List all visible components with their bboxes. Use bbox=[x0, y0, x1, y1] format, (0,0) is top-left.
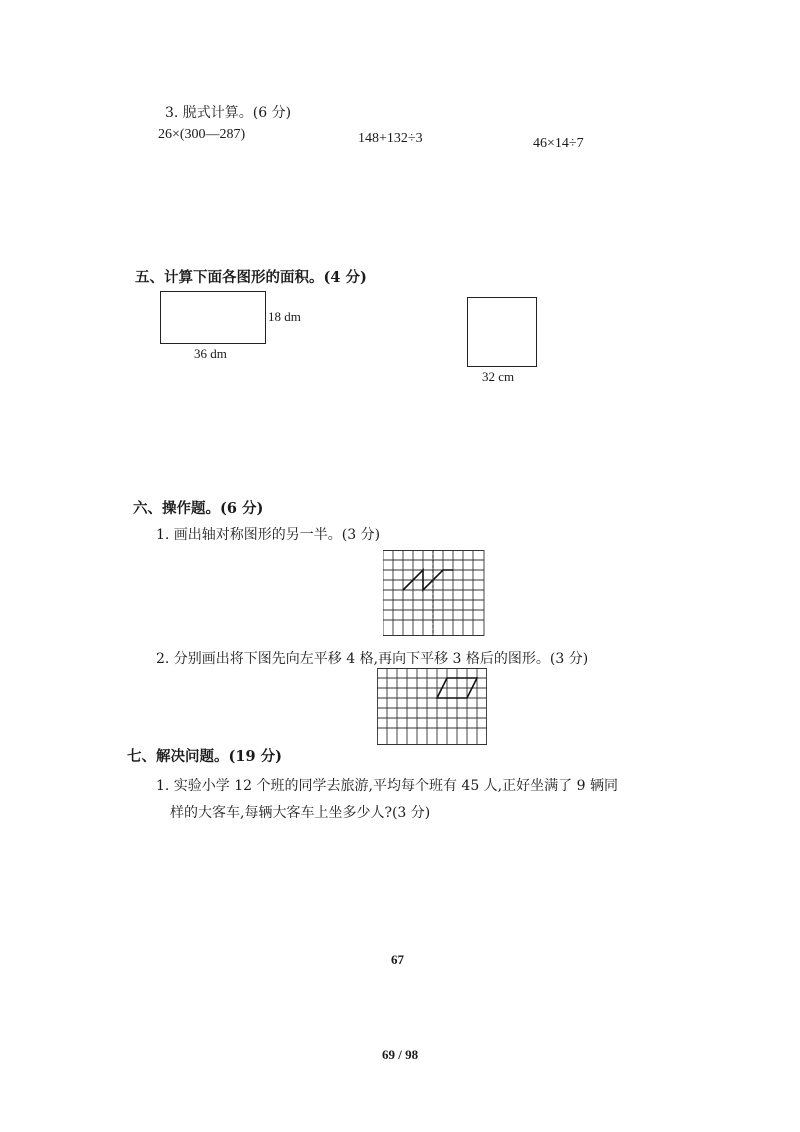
section6-question-1: 1. 画出轴对称图形的另一半。(3 分) bbox=[156, 527, 381, 543]
translation-grid bbox=[377, 668, 487, 745]
section5-title: 五、计算下面各图形的面积。(4 分) bbox=[135, 269, 367, 286]
section7-title: 七、解决问题。(19 分) bbox=[127, 748, 282, 765]
expression-3: 46×14÷7 bbox=[533, 136, 584, 151]
section7-question-1-line-2: 样的大客车,每辆大客车上坐多少人?(3 分) bbox=[170, 805, 431, 821]
rectangle-width-label: 36 dm bbox=[194, 346, 227, 361]
section6-question-2: 2. 分别画出将下图先向左平移 4 格,再向下平移 3 格后的图形。(3 分) bbox=[156, 651, 589, 667]
section7-question-1-line-1: 1. 实验小学 12 个班的同学去旅游,平均每个班有 45 人,正好坐满了 9 辆同 bbox=[156, 778, 618, 794]
square-figure bbox=[467, 297, 537, 367]
section6-title: 六、操作题。(6 分) bbox=[133, 500, 264, 517]
section3-title: 3. 脱式计算。(6 分) bbox=[165, 105, 292, 121]
pdf-page-indicator: 69 / 98 bbox=[382, 1047, 419, 1062]
symmetry-grid bbox=[383, 550, 485, 636]
rectangle-figure bbox=[160, 291, 266, 344]
square-side-label: 32 cm bbox=[482, 369, 515, 384]
expression-2: 148+132÷3 bbox=[358, 131, 423, 146]
expression-1: 26×(300—287) bbox=[158, 127, 246, 142]
rectangle-height-label: 18 dm bbox=[268, 309, 301, 324]
book-page-number: 67 bbox=[391, 952, 404, 967]
